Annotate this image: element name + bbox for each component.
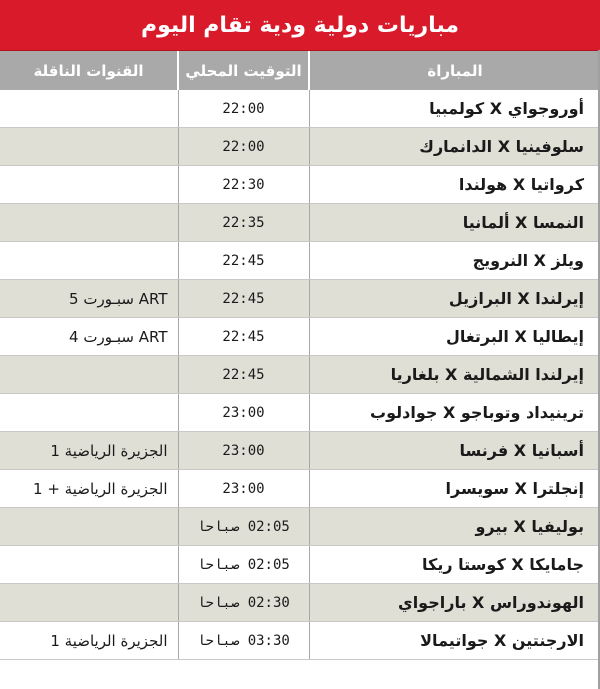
channel-cell: الجزيرة الرياضية 1 [0,432,178,470]
time-cell: 22:45 [178,242,309,280]
time-cell: 22:45 [178,318,309,356]
match-cell: إيرلندا الشمالية X بلغاريا [309,356,600,394]
table-row [0,204,600,242]
match-cell: النمسا X ألمانيا [309,204,600,242]
table-row [0,622,600,660]
table-row [0,166,600,204]
match-cell: سلوفينيا X الدانمارك [309,128,600,166]
time-cell: 02:30 صباحا [178,584,309,622]
time-cell: 22:00 [178,128,309,166]
table-row [0,394,600,432]
time-cell: 22:35 [178,204,309,242]
table-row [0,508,600,546]
match-cell: إنجلترا X سويسرا [309,470,600,508]
time-cell: 23:00 [178,470,309,508]
match-cell: ويلز X النرويج [309,242,600,280]
channel-cell: ART سبـورت 5 [0,280,178,318]
match-cell: ترينيداد وتوباجو X جوادلوب [309,394,600,432]
table-body [0,90,600,660]
match-cell: الهوندوراس X باراجواي [309,584,600,622]
table-row [0,356,600,394]
table-row [0,432,600,470]
time-cell: 22:45 [178,356,309,394]
table-row [0,242,600,280]
channel-cell [0,356,178,394]
match-cell: إيرلندا X البرازيل [309,280,600,318]
time-cell: 02:05 صباحا [178,508,309,546]
table-row [0,128,600,166]
match-cell: الارجنتين X جواتيمالا [309,622,600,660]
matches-table [0,51,600,660]
table-row [0,470,600,508]
match-cell: كرواتيا X هولندا [309,166,600,204]
table-header-row [0,51,600,90]
column-header-time: التوقيت المحلي [178,51,309,90]
match-cell: أوروجواي X كولمبيا [309,90,600,128]
time-cell: 22:30 [178,166,309,204]
time-cell: 22:45 [178,280,309,318]
table-row [0,546,600,584]
channel-cell [0,90,178,128]
channel-cell [0,128,178,166]
title-bar [0,0,600,51]
time-cell: 23:00 [178,432,309,470]
channel-cell [0,546,178,584]
channel-cell [0,204,178,242]
table-row [0,584,600,622]
time-cell: 03:30 صباحا [178,622,309,660]
channel-cell [0,394,178,432]
column-header-match: المباراة [309,51,600,90]
channel-cell [0,508,178,546]
time-cell: 22:00 [178,90,309,128]
time-cell: 02:05 صباحا [178,546,309,584]
channel-cell: الجزيرة الرياضية 1 [0,622,178,660]
table-row [0,90,600,128]
match-cell: أسبانيا X فرنسا [309,432,600,470]
channel-cell: الجزيرة الرياضية + 1 [0,470,178,508]
table-row [0,280,600,318]
page-title: مباريات دولية ودية تقام اليوم [140,12,460,38]
match-cell: جامايكا X كوستا ريكا [309,546,600,584]
table-row [0,318,600,356]
column-header-channels: القنوات الناقلة [0,51,178,90]
channel-cell [0,166,178,204]
channel-cell [0,242,178,280]
time-cell: 23:00 [178,394,309,432]
match-cell: إيطاليا X البرتغال [309,318,600,356]
channel-cell [0,584,178,622]
channel-cell: ART سبـورت 4 [0,318,178,356]
match-cell: بوليفيا X بيرو [309,508,600,546]
